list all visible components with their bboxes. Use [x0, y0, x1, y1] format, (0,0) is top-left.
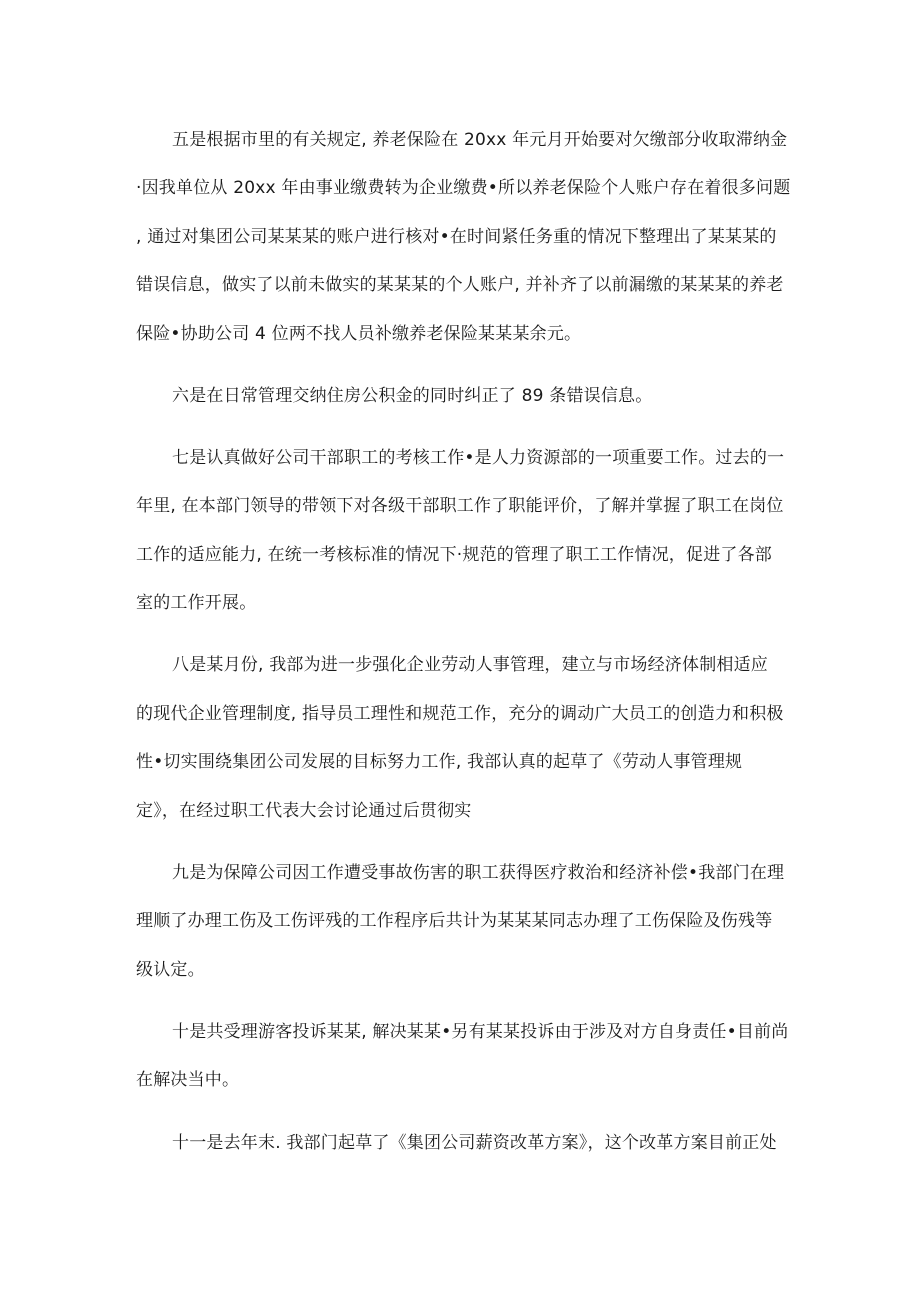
- text-line: 九是为保障公司因工作遭受事故伤害的职工获得医疗救治和经济补偿•我部门在理: [172, 863, 785, 883]
- text-line: 十一是去年末. 我部门起草了《集团公司薪资改革方案》，这个改革方案目前正处: [172, 1133, 777, 1153]
- text-line: 理顺了办理工伤及工伤评残的工作程序后共计为某某某同志办理了工伤保险及伤残等: [136, 911, 773, 931]
- text-line: 七是认真做好公司干部职工的考核工作•是人力资源部的一项重要工作。过去的一: [172, 448, 785, 468]
- text-line: 六是在日常管理交纳住房公积金的同时纠正了 89 条错误信息。: [172, 386, 653, 406]
- text-line: 性•切实围绕集团公司发展的目标努力工作, 我部认真的起草了《劳动人事管理规: [136, 752, 743, 772]
- text-line: ·因我单位从 20xx 年由事业缴费转为企业缴费•所以养老保险个人账户存在着很多问题: [136, 178, 791, 198]
- text-line: 工作的适应能力, 在统一考核标准的情况下·规范的管理了职工工作情况，促进了各部: [136, 545, 773, 565]
- text-line: 保险•协助公司 4 位两不找人员补缴养老保险某某某余元。: [136, 324, 582, 344]
- text-line: 错误信息，做实了以前未做实的某某某的个人账户, 并补齐了以前漏缴的某某某的养老: [136, 275, 784, 295]
- text-line: , 通过对集团公司某某某的账户进行核对•在时间紧任务重的情况下整理出了某某某的: [136, 227, 777, 247]
- text-line: 室的工作开展。: [136, 593, 257, 613]
- text-line: 五是根据市里的有关规定, 养老保险在 20xx 年元月开始要对欠缴部分收取滞纳金: [172, 130, 788, 150]
- text-line: 十是共受理游客投诉某某, 解决某某•另有某某投诉由于涉及对方自身责任•目前尚: [172, 1022, 789, 1042]
- text-line: 的现代企业管理制度, 指导员工理性和规范工作，充分的调动广大员工的创造力和积极: [136, 704, 784, 724]
- text-line: 在解决当中。: [136, 1070, 240, 1090]
- text-line: 级认定。: [136, 960, 205, 980]
- text-line: 八是某月份, 我部为进一步强化企业劳动人事管理，建立与市场经济体制相适应: [172, 655, 769, 675]
- text-line: 定》，在经过职工代表大会讨论通过后贯彻实: [136, 801, 472, 821]
- text-line: 年里, 在本部门领导的带领下对各级干部职工作了职能评价，了解并掌握了职工在岗位: [136, 496, 784, 516]
